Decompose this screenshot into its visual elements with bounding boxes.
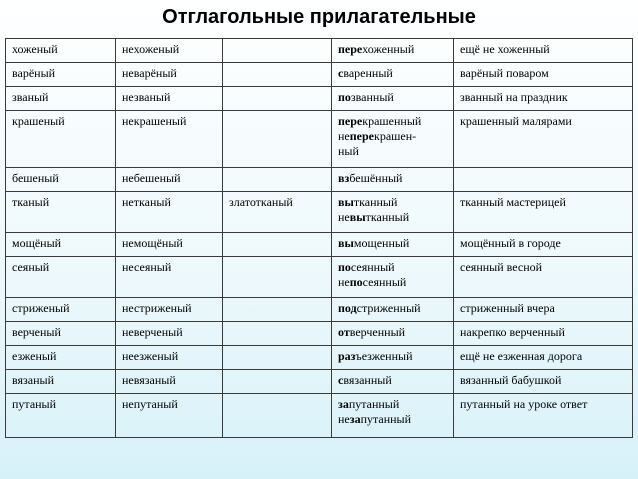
cell-prefixed-participle: посеянный непосеянный <box>332 257 454 298</box>
cell-compound-adjective <box>223 370 332 394</box>
cell-prefixed-participle: перехоженный <box>332 39 454 63</box>
cell-participle-phrase: мощённый в городе <box>454 233 633 257</box>
cell-prefixed-participle: разъезженный <box>332 346 454 370</box>
cell-short-adjective: званый <box>6 87 116 111</box>
cell-compound-adjective <box>223 257 332 298</box>
cell-prefixed-participle: вытканный невытканный <box>332 192 454 233</box>
cell-participle-phrase <box>454 168 633 192</box>
cell-compound-adjective <box>223 63 332 87</box>
cell-prefixed-participle: сваренный <box>332 63 454 87</box>
cell-short-adjective: езженый <box>6 346 116 370</box>
cell-negated-adjective: небешеный <box>116 168 223 192</box>
cell-short-adjective: тканый <box>6 192 116 233</box>
cell-short-adjective: бешеный <box>6 168 116 192</box>
table-row <box>6 394 633 438</box>
cell-prefixed-participle: запутанный незапутанный <box>332 394 454 438</box>
cell-compound-adjective <box>223 394 332 438</box>
cell-negated-adjective: незваный <box>116 87 223 111</box>
cell-prefixed-participle: перекрашенный неперекрашен- ный <box>332 111 454 168</box>
table-row <box>6 257 633 298</box>
cell-participle-phrase: званный на праздник <box>454 87 633 111</box>
cell-compound-adjective <box>223 87 332 111</box>
cell-compound-adjective <box>223 39 332 63</box>
cell-participle-phrase: накрепко верченный <box>454 322 633 346</box>
cell-prefixed-participle: взбешённый <box>332 168 454 192</box>
cell-participle-phrase: сеянный весной <box>454 257 633 298</box>
cell-negated-adjective: нехоженый <box>116 39 223 63</box>
cell-compound-adjective <box>223 168 332 192</box>
cell-participle-phrase: варёный поваром <box>454 63 633 87</box>
cell-participle-phrase: путанный на уроке ответ <box>454 394 633 438</box>
cell-compound-adjective <box>223 322 332 346</box>
table-row <box>6 322 633 346</box>
table-row <box>6 111 633 168</box>
cell-compound-adjective <box>223 233 332 257</box>
cell-negated-adjective: неверченый <box>116 322 223 346</box>
table-row <box>6 298 633 322</box>
cell-participle-phrase: тканный мастерицей <box>454 192 633 233</box>
cell-compound-adjective <box>223 298 332 322</box>
cell-negated-adjective: нестриженый <box>116 298 223 322</box>
cell-short-adjective: путаный <box>6 394 116 438</box>
cell-compound-adjective: златотканый <box>223 192 332 233</box>
cell-participle-phrase: вязанный бабушкой <box>454 370 633 394</box>
cell-short-adjective: варёный <box>6 63 116 87</box>
table-row <box>6 346 633 370</box>
cell-participle-phrase: стриженный вчера <box>454 298 633 322</box>
cell-short-adjective: стриженый <box>6 298 116 322</box>
cell-short-adjective: хоженый <box>6 39 116 63</box>
cell-short-adjective: крашеный <box>6 111 116 168</box>
cell-compound-adjective <box>223 111 332 168</box>
cell-participle-phrase: крашенный малярами <box>454 111 633 168</box>
page-title: Отглагольные прилагательные <box>162 6 476 28</box>
cell-negated-adjective: некрашеный <box>116 111 223 168</box>
cell-prefixed-participle: вымощенный <box>332 233 454 257</box>
cell-short-adjective: мощёный <box>6 233 116 257</box>
cell-prefixed-participle: подстриженный <box>332 298 454 322</box>
cell-participle-phrase: ещё не езженная дорога <box>454 346 633 370</box>
cell-short-adjective: сеяный <box>6 257 116 298</box>
table-row <box>6 233 633 257</box>
adjectives-table <box>5 38 633 438</box>
cell-negated-adjective: невязаный <box>116 370 223 394</box>
table-row <box>6 87 633 111</box>
cell-negated-adjective: неварёный <box>116 63 223 87</box>
table-row <box>6 63 633 87</box>
cell-negated-adjective: неезженый <box>116 346 223 370</box>
cell-negated-adjective: несеяный <box>116 257 223 298</box>
cell-negated-adjective: нетканый <box>116 192 223 233</box>
cell-compound-adjective <box>223 346 332 370</box>
table-row <box>6 192 633 233</box>
cell-participle-phrase: ещё не хоженный <box>454 39 633 63</box>
cell-prefixed-participle: отверченный <box>332 322 454 346</box>
cell-short-adjective: вязаный <box>6 370 116 394</box>
cell-negated-adjective: немощёный <box>116 233 223 257</box>
table-row <box>6 168 633 192</box>
table-row <box>6 39 633 63</box>
cell-short-adjective: верченый <box>6 322 116 346</box>
cell-negated-adjective: непутаный <box>116 394 223 438</box>
table-row <box>6 370 633 394</box>
cell-prefixed-participle: связанный <box>332 370 454 394</box>
cell-prefixed-participle: позванный <box>332 87 454 111</box>
